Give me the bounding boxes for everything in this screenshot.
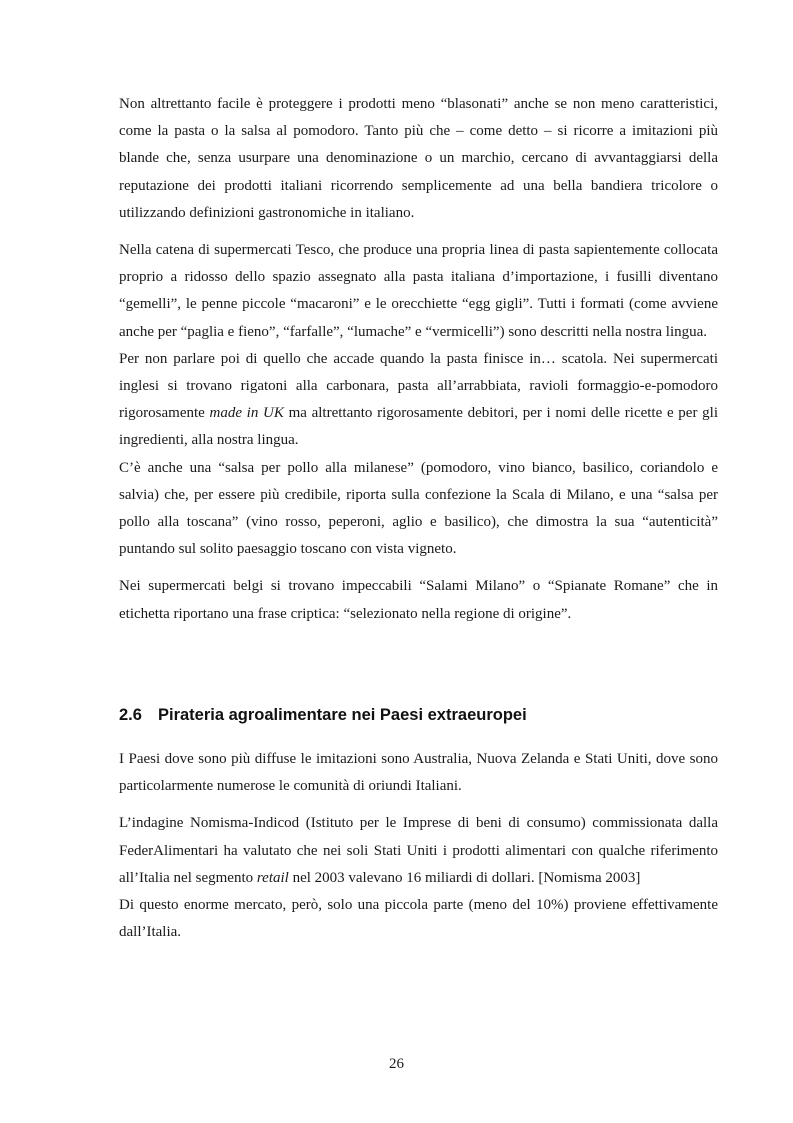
paragraph-3-emphasis: made in UK [209, 405, 284, 422]
paragraph-7-text-b: nel 2003 valevano 16 miliardi di dollari. [Nomisma 2003] [288, 869, 641, 886]
section-title: Pirateria agroalimentare nei Paesi extraeuropei [158, 706, 527, 724]
paragraph-8: Di questo enorme mercato, però, solo una piccola parte (meno del 10%) proviene effettivamente dall’Italia. [119, 897, 718, 941]
paragraph-1: Non altrettanto facile è proteggere i prodotti meno “blasonati” anche se non meno caratteristici, come la pasta o la salsa al pomodoro. Tanto più che – come detto – si ricorre a imitazioni più blande che, senza usurpare una denominazione o un marchio, cercano di avvantaggiarsi della reputazione dei prodotti italiani ricorrendo semplicemente ad una bella bandiera tricolore o utilizzando definizioni gastronomiche in italiano. [119, 96, 718, 221]
section-number: 2.6 [119, 706, 142, 724]
paragraph-6: I Paesi dove sono più diffuse le imitazioni sono Australia, Nuova Zelanda e Stati Uniti, dove sono particolarmente numerose le comunità di oriundi Italiani. [119, 751, 718, 795]
paragraph-2: Nella catena di supermercati Tesco, che produce una propria linea di pasta sapientemente collocata proprio a ridosso dello spazio assegnato alla pasta italiana d’importazione, i fusilli diventano “gemelli”, le penne piccole “macaroni” e le orecchiette “egg gigli”. Tutti i formati (come avviene anche per “paglia e fieno”, “farfalle”, “lumache” e “vermicelli”) sono descritti nella nostra lingua. [119, 242, 718, 340]
body-text-upper [119, 91, 718, 628]
paragraph-3 [119, 346, 718, 455]
paragraph-4: C’è anche una “salsa per pollo alla milanese” (pomodoro, vino bianco, basilico, coriandolo e salvia) che, per essere più credibile, riporta sulla confezione la Scala di Milano, e una “salsa per pollo alla toscana” (vino rosso, peperoni, aglio e basilico), che dimostra la sua “autenticità” puntando sul solito paesaggio toscano con vista vigneto. [119, 459, 718, 558]
paragraph-5: Nei supermercati belgi si trovano impeccabili “Salami Milano” o “Spianate Romane” che in etichetta riportano una frase criptica: “selezionato nella regione di origine”. [119, 578, 718, 622]
paragraph-7-text-a: L’indagine Nomisma-Indicod (Istituto per le Imprese di beni di consumo) commissionata dalla FederAlimentari ha valutato che nei soli Stati Uniti i prodotti alimentari con qualche riferimento all’Italia nel segmento [119, 815, 718, 886]
section-heading [119, 703, 718, 727]
paragraph-7 [119, 810, 718, 892]
paragraph-7-emphasis: retail [256, 869, 289, 886]
paragraph-3-text-a: Per non parlare poi di quello che accade quando la pasta finisce in… scatola. Nei supermercati inglesi si trovano rigatoni alla carbonara, pasta all’arrabbiata, ravioli formaggio-e-pomodoro rigorosamente [119, 350, 718, 422]
paragraph-3-text-b: ma altrettanto rigorosamente debitori, per i nomi delle ricette e per gli ingredienti, alla nostra lingua. [119, 405, 718, 449]
page-number: 26 [389, 1056, 404, 1072]
body-text-lower [119, 746, 718, 946]
